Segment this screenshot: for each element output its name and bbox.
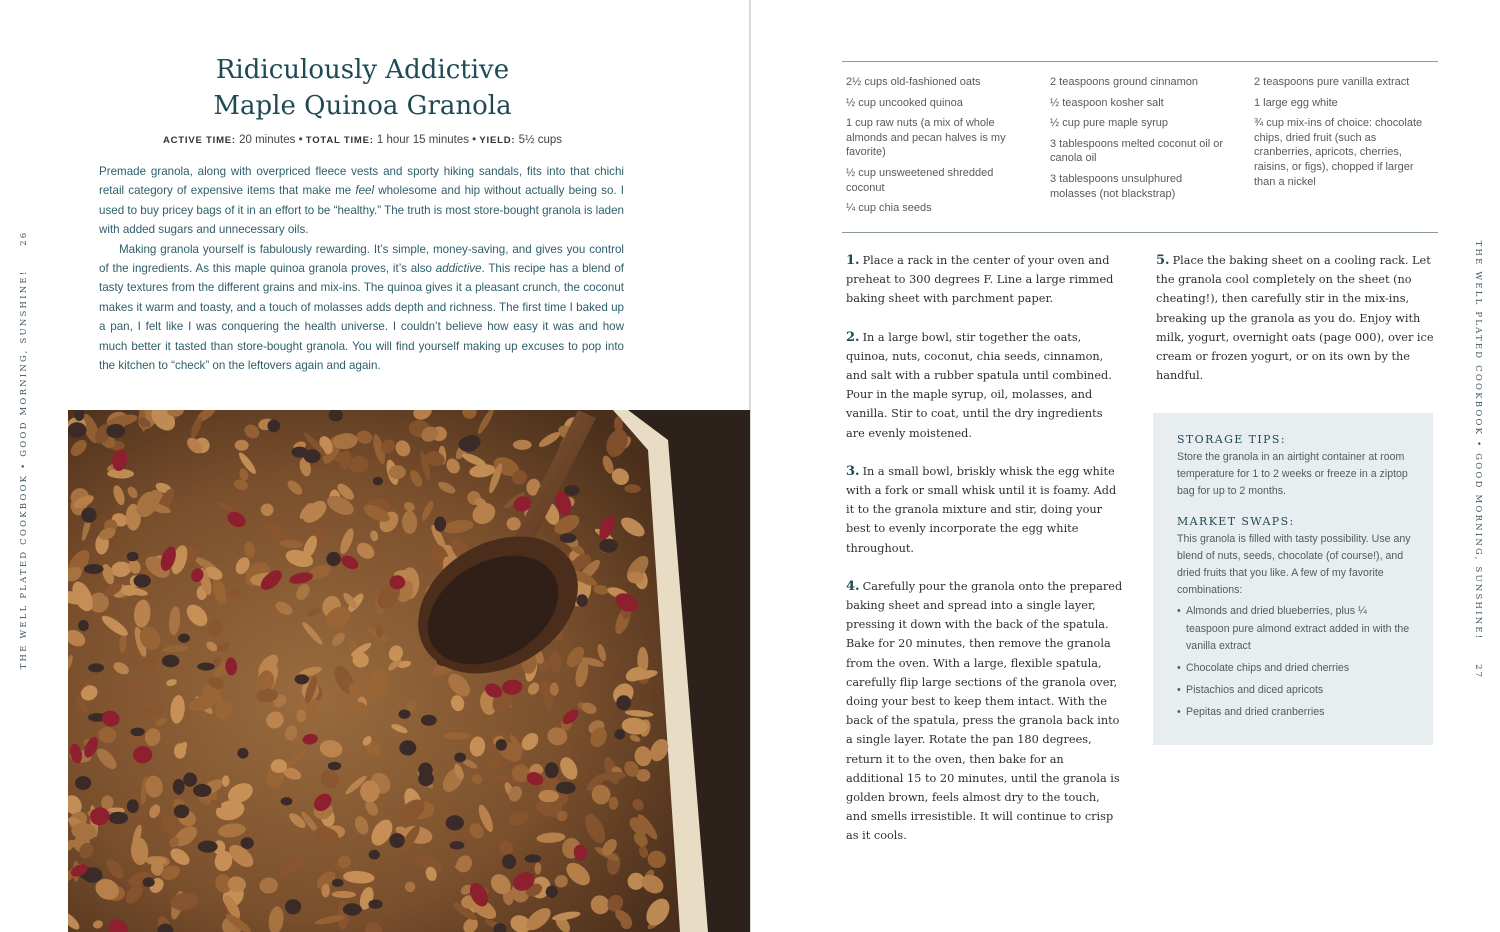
list-item: • Chocolate chips and dried cherries — [1177, 660, 1413, 677]
recipe-intro — [99, 162, 624, 375]
step-number: 4. — [846, 578, 860, 594]
ingredients-top-rule — [842, 61, 1438, 62]
ingredients-column-2 — [1050, 75, 1225, 207]
yield-value: 5½ cups — [518, 134, 563, 146]
ingredient-item: 1 large egg white — [1254, 96, 1338, 109]
step-text: In a large bowl, stir together the oats, quinoa, nuts, coconut, chia seeds, cinnamon, and salt with a rubber spatula until combined. Pour in the maple syrup, oil, molasses, and vanilla. Stir to coat, until the dry ingredients are evenly moistened. — [846, 330, 1112, 440]
step-text: In a small bowl, briskly whisk the egg white with a fork or small whisk until it is foamy. Add it to the granola mixture and stir, doing your best to evenly incorporate the egg white throughout. — [846, 464, 1117, 555]
ingredients-column-3 — [1254, 75, 1429, 195]
ingredients-column-1 — [846, 75, 1021, 222]
ingredient-item: 3 tablespoons melted coconut oil or canola oil — [1050, 137, 1224, 165]
ingredient-item: ½ teaspoon kosher salt — [1050, 96, 1164, 109]
total-time-label: TOTAL TIME: — [305, 135, 374, 146]
market-swaps-heading: MARKET SWAPS: — [1177, 514, 1295, 528]
granola-photo-illustration — [68, 410, 750, 932]
step-2 — [846, 328, 1124, 443]
market-swaps-text: This granola is filled with tasty possibility. Use any blend of nuts, seeds, chocolate (of course!), and dried fruits that you like. A few of my favorite combinations: — [1177, 532, 1411, 597]
intro-text: wholesome and hip without actually being so. I used to buy pricey bags of it in an effort to be “healthy.” The truth is most store-bought granola is laden with added sugars and unnecessary oils. — [99, 184, 625, 237]
running-head-right-text: THE WELL PLATED COOKBOOK • GOOD MORNING, SUNSHINE! — [1473, 240, 1483, 641]
step-4 — [846, 577, 1124, 846]
list-item: • Almonds and dried blueberries, plus ¼ teaspoon pure almond extract added in with the vanilla extract — [1177, 603, 1413, 655]
ingredient-item: ½ cup pure maple syrup — [1050, 117, 1169, 130]
running-head-left — [14, 230, 34, 670]
ingredient-item: ½ cup unsweetened shredded coconut — [846, 166, 994, 194]
step-5 — [1156, 251, 1436, 385]
market-swaps-list — [1177, 603, 1413, 721]
recipe-title-line2: Maple Quinoa Granola — [213, 91, 512, 121]
running-head-left-text: THE WELL PLATED COOKBOOK • GOOD MORNING, SUNSHINE! — [19, 269, 29, 670]
list-item: • Pepitas and dried cranberries — [1177, 704, 1413, 721]
step-number: 1. — [846, 253, 860, 268]
ingredient-item: 2½ cups old-fashioned oats — [846, 76, 981, 88]
ingredient-item: 3 tablespoons unsulphured molasses (not blackstrap) — [1050, 172, 1183, 200]
granola-photo — [68, 410, 750, 932]
storage-tips-text: Store the granola in an airtight container at room temperature for 1 to 2 weeks or freeze in a ziptop bag for up to 2 months. — [1177, 451, 1408, 498]
running-head-right — [1468, 240, 1488, 680]
step-number: 5. — [1156, 253, 1170, 268]
yield-label: YIELD: — [479, 135, 516, 146]
active-time-value: 20 minutes — [239, 134, 296, 146]
ingredient-item: 2 teaspoons pure vanilla extract — [1254, 76, 1410, 88]
meta-separator: • — [472, 134, 477, 146]
recipe-title — [140, 52, 585, 124]
ingredient-item: 2 teaspoons ground cinnamon — [1050, 76, 1198, 88]
ingredients-bottom-rule — [842, 232, 1438, 233]
total-time-value: 1 hour 15 minutes — [376, 134, 469, 146]
steps-column-2 — [1156, 251, 1436, 404]
recipe-title-line1: Ridiculously Addictive — [215, 55, 510, 85]
step-3 — [846, 462, 1124, 558]
step-text: Place a rack in the center of your oven and preheat to 300 degrees F. Line a large rimmed baking sheet with parchment paper. — [846, 254, 1114, 306]
steps-column-1 — [846, 251, 1124, 865]
meta-separator: • — [298, 134, 303, 146]
intro-emphasis: addictive — [435, 262, 482, 276]
intro-text: . This recipe has a blend of tasty textures from the different grains and mix-ins. The quinoa gives it a pleasant crunch, the coconut makes it warm and toasty, and a touch of molasses adds depth and richness. The first time I baked up a pan, I felt like I was conquering the health universe. I couldn’t believe how easy it was and how much better it tasted than store-bought granola. You will find yourself making up excuses to pop into the kitchen to “check” on the leftovers again and again. — [99, 262, 624, 373]
ingredient-item: ½ cup uncooked quinoa — [846, 96, 963, 109]
page-number-right: 27 — [1473, 664, 1483, 680]
step-text: Carefully pour the granola onto the prepared baking sheet and spread into a single layer, pressing it down with the back of the spatula. Bake for 20 minutes, then remove the granola from the oven. With a large, flexible spatula, carefully flip large sections of the granola over, doing your best to keep them intact. With the back of the spatula, press the granola back into a single layer. Rotate the pan 180 degrees, return it to the oven, then bake for an additional 15 to 20 minutes, until the granola is golden brown, feels almost dry to the touch, and smells irresistible. It will continue to crisp as it cools. — [846, 579, 1123, 843]
step-1 — [846, 251, 1124, 309]
intro-emphasis: feel — [355, 184, 375, 198]
intro-paragraph-1 — [99, 162, 624, 240]
page-number-left: 26 — [19, 230, 29, 246]
ingredient-item: ¼ cup chia seeds — [846, 202, 932, 215]
step-number: 2. — [846, 329, 860, 345]
list-item: • Pistachios and diced apricots — [1177, 682, 1413, 699]
step-text: Place the baking sheet on a cooling rack. Let the granola cool completely on the sheet (no cheating!), then carefully stir in the mix-ins, breaking up the granola as you do. Enjoy with milk, yogurt, overnight oats (page 000), over ice cream or frozen yogurt, or on its own by the handful. — [1156, 254, 1434, 383]
ingredient-item: 1 cup raw nuts (a mix of whole almonds and pecan halves is my favorite) — [846, 117, 1006, 159]
recipe-meta — [140, 134, 585, 146]
active-time-label: ACTIVE TIME: — [162, 135, 236, 146]
intro-paragraph-2 — [99, 240, 624, 376]
intro-text: Making granola yourself is fabulously rewarding. It’s simple, money-saving, and gives you control of the ingredients. As this maple quinoa granola proves, it’s also — [99, 242, 624, 276]
intro-text: Premade granola, along with overpriced fleece vests and sporty hiking sandals, fits into that chichi retail category of expensive items that make me — [99, 165, 624, 198]
tips-box — [1153, 413, 1433, 745]
ingredient-item: ¾ cup mix-ins of choice: chocolate chips, dried fruit (such as cranberries, apricots, cherries, raisins, or figs), chopped if larger than a nickel — [1254, 117, 1423, 188]
storage-tips-heading: STORAGE TIPS: — [1177, 433, 1286, 446]
step-number: 3. — [846, 463, 860, 479]
